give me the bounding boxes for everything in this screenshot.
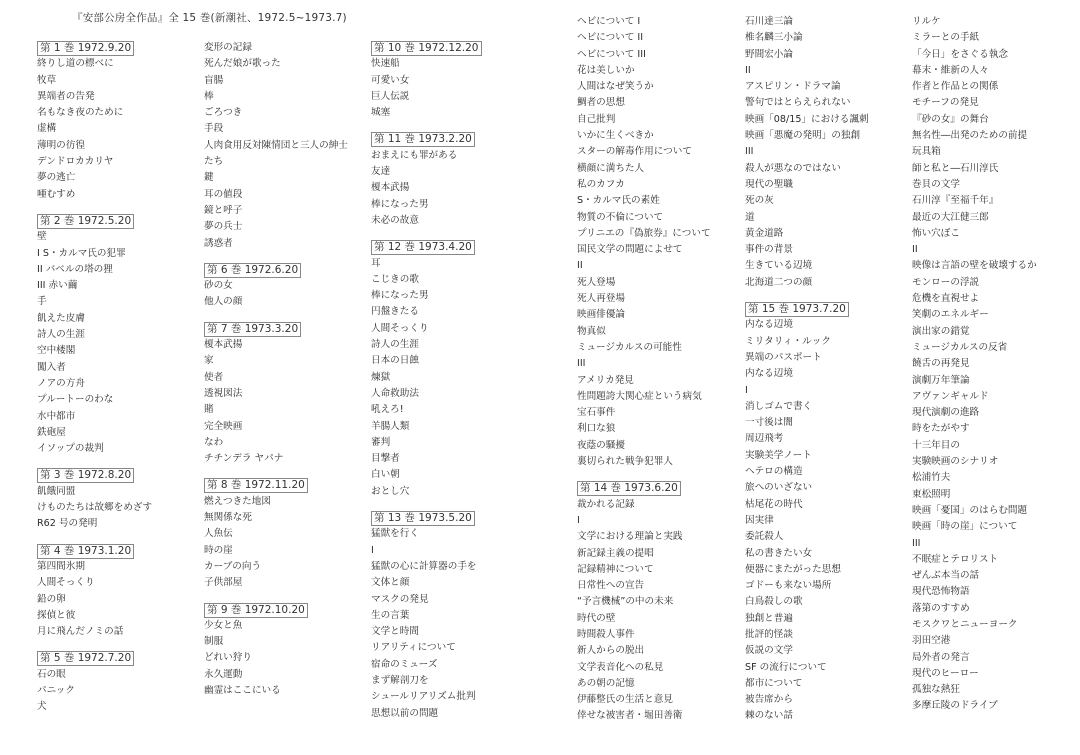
work-title: おまえにも罪がある xyxy=(371,149,458,161)
work-title: 唖むすめ xyxy=(37,188,76,200)
work-title: 倖せな被害者・堀田善衛 xyxy=(577,710,683,722)
work-title: R62 号の発明 xyxy=(37,518,98,530)
work-title: 被告席から xyxy=(745,694,793,706)
work-title: あの朝の記憶 xyxy=(577,677,635,689)
work-title: パニック xyxy=(37,684,75,696)
work-title: 鍵 xyxy=(204,172,214,184)
work-title: 東松照明 xyxy=(912,488,951,500)
column-5 xyxy=(745,14,915,725)
spacer xyxy=(577,470,747,480)
work-title: まず解剖刀を xyxy=(371,674,429,686)
work-title: I S・カルマ氏の犯罪 xyxy=(37,247,126,259)
work-title: 新記録主義の提唱 xyxy=(577,547,654,559)
work-title: モンローの浮説 xyxy=(912,276,980,288)
spacer xyxy=(745,291,915,301)
document-title: 『安部公房全作品』全 15 巻(新潮社、1972.5~1973.7) xyxy=(72,12,347,24)
work-title: 孤独な熱狂 xyxy=(912,684,960,696)
work-title: 羽田空港 xyxy=(912,635,951,647)
work-title: 審判 xyxy=(371,436,391,448)
spacer xyxy=(371,500,541,510)
work-title: 現代演劇の進路 xyxy=(912,407,980,419)
work-title: ぜんぶ本当の話 xyxy=(912,570,980,582)
work-title: 警句ではとらえられない xyxy=(745,97,851,109)
work-title: 制服 xyxy=(204,636,224,648)
work-title: プリニエの『偽旅券』について xyxy=(577,227,711,239)
volume-header xyxy=(371,40,541,56)
work-title: マスクの発見 xyxy=(371,593,429,605)
work-title: 映画「時の崖」について xyxy=(912,521,1018,533)
work-title: 犬 xyxy=(37,701,47,713)
work-title: プルートーのわな xyxy=(37,394,114,406)
work-title: 猛獣の心に計算器の手を xyxy=(371,560,477,572)
work-title: シュールリアリズム批判 xyxy=(371,691,476,703)
volume-label: 第 9 巻 1972.10.20 xyxy=(204,603,308,618)
work-title: 完全映画 xyxy=(204,420,243,432)
work-title: 白鳥殺しの歌 xyxy=(745,596,803,608)
work-title: 思想以前の問題 xyxy=(371,707,439,719)
volume-header xyxy=(204,602,374,618)
work-title: 人間はなぜ笑うか xyxy=(577,81,654,93)
work-title: 消しゴムで書く xyxy=(745,400,813,412)
work-title: 鉄砲屋 xyxy=(37,426,66,438)
work-title: 死人再登場 xyxy=(577,293,625,305)
work-title: 誘惑者 xyxy=(204,237,233,249)
work-title: 耳の値段 xyxy=(204,188,243,200)
volume-label: 第 11 巻 1973.2.20 xyxy=(371,132,475,147)
spacer xyxy=(37,533,207,543)
work-title: 十三年目の xyxy=(912,439,960,451)
volume-header xyxy=(371,239,541,255)
work-title: 吼えろ! xyxy=(371,404,404,416)
work-title: 記録精神について xyxy=(577,563,654,575)
work-title: 人間そっくり xyxy=(371,322,429,334)
work-title: 棒になった男 xyxy=(371,290,429,302)
work-title: 闖入者 xyxy=(37,361,66,373)
work-title: 生きている辺境 xyxy=(745,260,813,272)
work-title: 「今日」をさぐる執念 xyxy=(912,48,1008,60)
work-title: II バベルの塔の狸 xyxy=(37,263,113,275)
work-title: 事件の背景 xyxy=(745,244,793,256)
work-title: II xyxy=(577,260,583,272)
work-title: 巨人伝説 xyxy=(371,90,410,102)
work-title: 生の言葉 xyxy=(371,609,410,621)
work-title: II xyxy=(745,64,751,76)
work-title: 文学と時間 xyxy=(371,626,419,638)
work-title: リルケ xyxy=(912,16,941,27)
work-title: 石川淳『至福千年』 xyxy=(912,195,999,207)
work-title: 実験映画のシナリオ xyxy=(912,456,999,468)
work-title: 賭 xyxy=(204,404,214,416)
work-title: 目撃者 xyxy=(371,453,400,465)
spacer xyxy=(204,311,374,321)
work-title: 玩具箱 xyxy=(912,146,941,158)
work-title: 棘のない話 xyxy=(745,710,793,722)
work-title: おとし穴 xyxy=(371,485,410,497)
work-title: 使者 xyxy=(204,371,224,383)
spacer xyxy=(37,640,207,650)
work-title: アスピリン・ドラマ論 xyxy=(745,81,841,93)
work-title: チチンデラ ヤパナ xyxy=(204,453,284,465)
spacer xyxy=(371,229,541,239)
work-title: 人肉食用反対陳情団と三人の紳士 xyxy=(204,139,348,151)
work-title: 師と私と―石川淳氏 xyxy=(912,162,999,174)
volume-header xyxy=(37,543,207,559)
work-title: 巻貝の文学 xyxy=(912,178,960,190)
work-title: 新人からの脱出 xyxy=(577,645,645,657)
work-title: 飢えた皮膚 xyxy=(37,312,85,324)
work-title: 怖い穴ぼこ xyxy=(912,227,960,239)
volume-label: 第 13 巻 1973.5.20 xyxy=(371,511,475,526)
work-title: イソップの裁判 xyxy=(37,443,104,455)
work-title: カーブの向う xyxy=(204,560,262,572)
work-title: 透視図法 xyxy=(204,387,243,399)
volume-label: 第 14 巻 1973.6.20 xyxy=(577,481,681,496)
work-title: II xyxy=(912,244,918,256)
work-title: 横顔に満ちた人 xyxy=(577,162,645,174)
work-title: 未必の故意 xyxy=(371,214,419,226)
work-title: “予言機械”の中の未来 xyxy=(577,596,674,608)
work-title: 榎本武揚 xyxy=(204,339,243,351)
work-title: 少女と魚 xyxy=(204,619,243,631)
work-title: 周辺飛考 xyxy=(745,433,784,445)
work-title: 幕末・維新の人々 xyxy=(912,64,989,76)
work-title: 手段 xyxy=(204,123,224,135)
work-title: 家 xyxy=(204,355,214,367)
work-title: モチーフの発見 xyxy=(912,97,979,109)
work-title: 死んだ娘が歌った xyxy=(204,58,281,70)
work-title: 終りし道の標べに xyxy=(37,58,114,70)
volume-header xyxy=(204,262,374,278)
work-title: 文学における理論と実践 xyxy=(577,531,683,543)
work-title: 内なる辺境 xyxy=(745,319,793,331)
spacer xyxy=(371,121,541,131)
work-title: 日常性への宣告 xyxy=(577,580,645,592)
work-title: III xyxy=(745,146,754,158)
volume-label: 第 5 巻 1972.7.20 xyxy=(37,651,134,666)
work-title: 枯尾花の時代 xyxy=(745,498,803,510)
work-title: どれい狩り xyxy=(204,652,252,664)
work-title: 文学表音化への私見 xyxy=(577,661,664,673)
work-title: 人魚伝 xyxy=(204,528,233,540)
work-title: 円盤きたる xyxy=(371,306,419,318)
work-title: モスクワとニューヨーク xyxy=(912,618,1018,630)
work-title: 死人登場 xyxy=(577,276,616,288)
work-title: 詩人の生涯 xyxy=(371,339,419,351)
work-title: III xyxy=(912,537,921,549)
work-title: 性問題誇大関心症という病気 xyxy=(577,390,702,402)
work-title: 多摩丘陵のドライブ xyxy=(912,700,998,712)
column-3 xyxy=(371,40,541,722)
work-title: 物真似 xyxy=(577,325,606,337)
work-title: 死の灰 xyxy=(745,195,774,207)
column-2 xyxy=(204,40,374,699)
work-title: たち xyxy=(204,156,224,168)
work-title: 牧草 xyxy=(37,74,57,86)
work-title: 批評的怪談 xyxy=(745,628,793,640)
work-title: 砂の女 xyxy=(204,280,233,292)
work-title: 幽霊はここにいる xyxy=(204,684,281,696)
spacer xyxy=(204,592,374,602)
work-title: 鉛の卵 xyxy=(37,593,66,605)
work-title: 委託殺人 xyxy=(745,531,784,543)
work-title: 都市について xyxy=(745,677,803,689)
work-title: 永久運動 xyxy=(204,668,243,680)
work-title: 旅へのいざない xyxy=(745,482,813,494)
work-title: 石川達三論 xyxy=(745,16,793,27)
work-title: 飢餓同盟 xyxy=(37,485,76,497)
work-title: ミュージカルスの反省 xyxy=(912,341,1008,353)
work-title: 石の眼 xyxy=(37,668,66,680)
work-title: 宝石事件 xyxy=(577,407,616,419)
work-title: 裏切られた戦争犯罪人 xyxy=(577,456,673,468)
work-title: 快速船 xyxy=(371,58,400,70)
work-title: 饒舌の再発見 xyxy=(912,358,970,370)
work-title: 仮説の文学 xyxy=(745,645,793,657)
work-title: ミリタリィ・ルック xyxy=(745,335,831,347)
work-title: 夢の逃亡 xyxy=(37,172,76,184)
volume-label: 第 6 巻 1972.6.20 xyxy=(204,263,301,278)
work-title: 私の書きたい女 xyxy=(745,547,813,559)
work-title: ゴドーも来ない場所 xyxy=(745,580,832,592)
work-title: 落第のすすめ xyxy=(912,602,970,614)
work-title: 耳 xyxy=(371,257,381,269)
work-title: 日本の日蝕 xyxy=(371,355,419,367)
work-title: 空中楼閣 xyxy=(37,345,76,357)
volume-header xyxy=(745,301,915,317)
work-title: 可愛い女 xyxy=(371,74,410,86)
work-title: 不眠症とテロリスト xyxy=(912,553,999,565)
work-title: I xyxy=(577,514,580,526)
volume-label: 第 4 巻 1973.1.20 xyxy=(37,544,134,559)
work-title: 花は美しいか xyxy=(577,64,635,76)
work-title: 棒 xyxy=(204,90,214,102)
work-title: 演出家の錯覚 xyxy=(912,325,970,337)
work-title: 名もなき夜のために xyxy=(37,107,124,119)
work-title: リアリティについて xyxy=(371,642,456,654)
work-title: 異端者の告発 xyxy=(37,90,95,102)
work-title: アメリカ発見 xyxy=(577,374,634,386)
work-title: 煉獄 xyxy=(371,371,391,383)
work-title: 榎本武揚 xyxy=(371,182,410,194)
work-title: ヘビについて I xyxy=(577,16,641,27)
work-title: 友達 xyxy=(371,166,391,178)
work-title: 鏡と呼子 xyxy=(204,204,243,216)
volume-label: 第 1 巻 1972.9.20 xyxy=(37,41,134,56)
work-title: 『砂の女』の舞台 xyxy=(912,113,989,125)
work-title: 一寸後は闇 xyxy=(745,417,793,429)
volume-header xyxy=(577,480,747,496)
work-title: 現代恐怖物語 xyxy=(912,586,970,598)
work-title: けものたちは故郷をめざす xyxy=(37,502,153,514)
work-title: 鯛者の思想 xyxy=(577,97,625,109)
work-title: 壁 xyxy=(37,231,47,243)
work-title: 文体と顔 xyxy=(371,577,410,589)
work-title: 映画「憂国」のはらむ問題 xyxy=(912,504,1028,516)
work-title: 局外者の発言 xyxy=(912,651,970,663)
work-title: こじきの歌 xyxy=(371,273,419,285)
work-title: 野間宏小論 xyxy=(745,48,793,60)
work-title: ノアの方舟 xyxy=(37,377,85,389)
work-title: 虚構 xyxy=(37,123,57,135)
work-title: 時をたがやす xyxy=(912,423,970,435)
work-title: 私のカフカ xyxy=(577,178,625,190)
work-title: 第四間氷期 xyxy=(37,560,85,572)
work-title: 物質の不倫について xyxy=(577,211,664,223)
column-6 xyxy=(912,14,1080,715)
work-title: SF の流行について xyxy=(745,661,827,673)
work-title: 現代のヒーロー xyxy=(912,667,979,679)
work-title: 裁かれる記録 xyxy=(577,498,635,510)
work-title: 映画俳優論 xyxy=(577,309,625,321)
work-title: 盲腸 xyxy=(204,74,224,86)
work-title: 作者と作品との関係 xyxy=(912,81,999,93)
work-title: 殺人が悪なのではない xyxy=(745,162,841,174)
work-title: 松浦竹夫 xyxy=(912,472,951,484)
work-title: 時代の壁 xyxy=(577,612,616,624)
work-title: ヘビについて II xyxy=(577,32,644,44)
column-4 xyxy=(577,14,747,725)
volume-header xyxy=(371,510,541,526)
work-title: 異端のパスポート xyxy=(745,351,822,363)
work-title: 最近の大江健三郎 xyxy=(912,211,989,223)
volume-header xyxy=(37,467,207,483)
work-title: なわ xyxy=(204,436,224,448)
work-title: 映画「悪魔の発明」の独創 xyxy=(745,130,861,142)
volume-label: 第 7 巻 1973.3.20 xyxy=(204,322,301,337)
volume-label: 第 2 巻 1972.5.20 xyxy=(37,214,134,229)
work-title: 詩人の生涯 xyxy=(37,329,85,341)
work-title: いかに生くべきか xyxy=(577,130,654,142)
work-title: 時の崖 xyxy=(204,544,233,556)
work-title: 笑劇のエネルギー xyxy=(912,309,989,321)
work-title: 薄明の彷徨 xyxy=(37,139,85,151)
column-1 xyxy=(37,40,207,716)
spacer xyxy=(204,467,374,477)
work-title: 独創と普遍 xyxy=(745,612,793,624)
work-title: ミュージカルスの可能性 xyxy=(577,341,682,353)
volume-label: 第 8 巻 1972.11.20 xyxy=(204,478,308,493)
work-title: 椎名麟三小論 xyxy=(745,32,803,44)
work-title: 白い朝 xyxy=(371,469,400,481)
work-title: 国民文学の問題によせて xyxy=(577,244,683,256)
work-title: ミラーとの手紙 xyxy=(912,32,980,44)
work-title: 危機を直視せよ xyxy=(912,293,980,305)
volume-header xyxy=(371,131,541,147)
spacer xyxy=(204,252,374,262)
work-title: デンドロカカリヤ xyxy=(37,156,114,168)
work-title: 実験美学ノート xyxy=(745,449,812,461)
work-title: 水中都市 xyxy=(37,410,76,422)
volume-header xyxy=(204,321,374,337)
work-title: 演劇万年筆論 xyxy=(912,374,970,386)
work-title: 伊藤整氏の生活と意見 xyxy=(577,694,673,706)
work-title: ごろつき xyxy=(204,107,243,119)
work-title: 変形の記録 xyxy=(204,42,252,53)
work-title: 猛獣を行く xyxy=(371,528,419,540)
work-title: 無関係な死 xyxy=(204,512,252,524)
work-title: アヴァンギャルド xyxy=(912,390,989,402)
work-title: 城塞 xyxy=(371,107,391,119)
work-title: 道 xyxy=(745,211,755,223)
spacer xyxy=(37,457,207,467)
work-title: ヘテロの構造 xyxy=(745,466,803,478)
work-title: 他人の顔 xyxy=(204,296,243,308)
work-title: 宿命のミューズ xyxy=(371,658,438,670)
work-title: III xyxy=(577,358,586,370)
work-title: 人間そっくり xyxy=(37,577,95,589)
work-title: 月に飛んだノミの話 xyxy=(37,626,124,638)
work-title: 現代の聖職 xyxy=(745,178,793,190)
work-title: S・カルマ氏の素姓 xyxy=(577,195,660,207)
work-title: 手 xyxy=(37,296,47,308)
volume-label: 第 3 巻 1972.8.20 xyxy=(37,468,134,483)
work-title: 因実律 xyxy=(745,514,774,526)
spacer xyxy=(37,203,207,213)
work-title: 無名性―出発のための前提 xyxy=(912,130,1028,142)
volume-label: 第 15 巻 1973.7.20 xyxy=(745,302,849,317)
work-title: 探偵と彼 xyxy=(37,609,76,621)
volume-header xyxy=(37,213,207,229)
work-title: I xyxy=(371,544,374,556)
work-title: 映画「08/15」における諷刺 xyxy=(745,113,869,125)
work-title: 便器にまたがった思想 xyxy=(745,563,841,575)
work-title: 燃えつきた地図 xyxy=(204,495,271,507)
work-title: 夜蔭の騒擾 xyxy=(577,439,625,451)
volume-label: 第 12 巻 1973.4.20 xyxy=(371,240,475,255)
work-title: ヘビについて III xyxy=(577,48,646,60)
work-title: III 赤い繭 xyxy=(37,280,78,292)
volume-header xyxy=(37,650,207,666)
work-title: 映像は言語の壁を破壊するか xyxy=(912,260,1037,272)
work-title: 子供部屋 xyxy=(204,577,243,589)
work-title: 利口な狼 xyxy=(577,423,616,435)
work-title: 黄金道路 xyxy=(745,227,784,239)
work-title: I xyxy=(745,384,748,396)
work-title: 自己批判 xyxy=(577,113,616,125)
volume-header xyxy=(37,40,207,56)
work-title: 夢の兵士 xyxy=(204,221,243,233)
work-title: 内なる辺境 xyxy=(745,368,793,380)
work-title: 人命救助法 xyxy=(371,387,419,399)
work-title: 羊腸人類 xyxy=(371,420,410,432)
volume-header xyxy=(204,477,374,493)
volume-label: 第 10 巻 1972.12.20 xyxy=(371,41,482,56)
work-title: 棒になった男 xyxy=(371,198,429,210)
work-title: 時間殺人事件 xyxy=(577,628,635,640)
work-title: 北海道二つの顔 xyxy=(745,276,813,288)
work-title: スターの解毒作用について xyxy=(577,146,692,158)
